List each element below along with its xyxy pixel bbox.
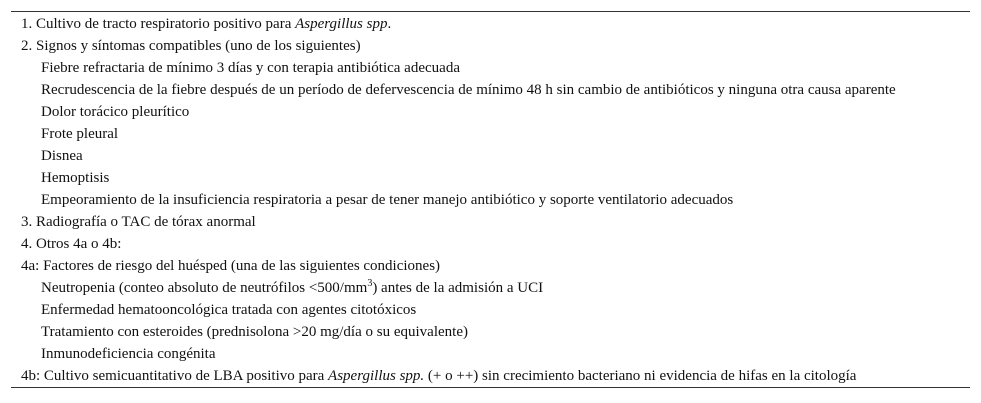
sign-fever-refractory: Fiebre refractaria de mínimo 3 días y con terapia antibiótica adecuada bbox=[41, 60, 460, 76]
criterion-3: 3. Radiografía o TAC de tórax anormal bbox=[21, 214, 256, 230]
risk-congenital-immunodeficiency: Inmunodeficiencia congénita bbox=[41, 346, 216, 362]
sign-dyspnea: Disnea bbox=[41, 148, 83, 164]
neutropenia-text: Neutropenia (conteo absoluto de neutrófilos <500/mm bbox=[41, 280, 368, 296]
criterion-1-text: 1. Cultivo de tracto respiratorio positivo para bbox=[21, 16, 296, 32]
criterion-4b-text: 4b: Cultivo semicuantitativo de LBA positivo para bbox=[21, 368, 329, 384]
risk-steroids: Tratamiento con esteroides (prednisolona >20 mg/día o su equivalente) bbox=[41, 324, 468, 340]
criteria-table bbox=[11, 11, 970, 388]
risk-neutropenia bbox=[11, 277, 970, 299]
sign-respiratory-worsening: Empeoramiento de la insuficiencia respiratoria a pesar de tener manejo antibiótico y soporte ventilatorio adecuados bbox=[41, 192, 734, 208]
sign-fever-recrudescence: Recrudescencia de la fiebre después de un período de defervescencia de mínimo 48 h sin cambio de antibióticos y ninguna otra causa aparente bbox=[41, 82, 896, 98]
sign-pleural-rub: Frote pleural bbox=[41, 126, 119, 142]
organism-name: Aspergillus spp bbox=[295, 16, 388, 32]
criterion-1-end: . bbox=[387, 16, 392, 32]
criterion-1 bbox=[11, 13, 970, 35]
neutropenia-text-end: ) antes de la admisión a UCI bbox=[372, 280, 544, 296]
risk-hematooncologic: Enfermedad hematooncológica tratada con agentes citotóxicos bbox=[41, 302, 417, 318]
criterion-2: 2. Signos y síntomas compatibles (uno de los siguientes) bbox=[21, 38, 361, 54]
cubic-superscript: 3 bbox=[367, 278, 373, 289]
organism-name-4b: Aspergillus spp. bbox=[328, 368, 425, 384]
criterion-4b-end: (+ o ++) sin crecimiento bacteriano ni evidencia de hifas en la citología bbox=[424, 368, 857, 384]
sign-pleuritic-pain: Dolor torácico pleurítico bbox=[41, 104, 190, 120]
criterion-4a: 4a: Factores de riesgo del huésped (una de las siguientes condiciones) bbox=[21, 258, 441, 274]
sign-hemoptysis: Hemoptisis bbox=[41, 170, 110, 186]
criterion-4b bbox=[11, 365, 970, 387]
criterion-4: 4. Otros 4a o 4b: bbox=[21, 236, 122, 252]
